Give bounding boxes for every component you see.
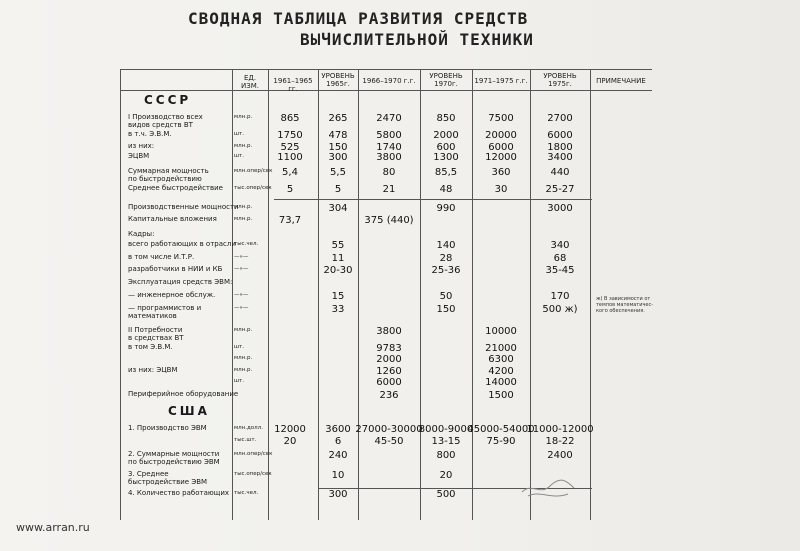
row-unit: тыс.чел.	[234, 241, 259, 247]
table-cell: 5800	[376, 130, 402, 141]
row-unit: млн.р.	[234, 327, 253, 333]
table-cell: 12000	[485, 152, 517, 163]
row-label: Суммарная мощность по быстродействию	[128, 167, 209, 183]
table-cell: 6300	[488, 354, 514, 365]
row-label: ЭЦВМ	[128, 152, 150, 160]
table-cell: 9783	[376, 343, 402, 354]
row-unit: млн.р.	[234, 114, 253, 120]
section-ussr: СССР	[144, 93, 192, 107]
table-cell: 21000	[485, 343, 517, 354]
col-divider	[120, 70, 121, 520]
row-label: Производственные мощности	[128, 203, 239, 211]
table-cell: 25-27	[545, 184, 575, 195]
table-cell: 2000	[433, 130, 459, 141]
table-cell: 170	[550, 291, 570, 302]
row-label: Капитальные вложения	[128, 215, 217, 223]
table-cell: 11000-12000	[526, 424, 594, 435]
table-cell: 1260	[376, 366, 402, 377]
table-cell: 33	[331, 304, 345, 315]
handwritten-mark	[518, 474, 578, 502]
row-unit: млн.р.	[234, 204, 253, 210]
row-label: Среднее быстродействие	[128, 184, 223, 192]
table-cell: 10	[331, 470, 345, 481]
col-divider	[232, 70, 233, 520]
row-label: из них:	[128, 142, 155, 150]
table-cell: 1100	[277, 152, 303, 163]
table-cell: 12000	[274, 424, 306, 435]
row-unit: тыс.опер/сек	[234, 185, 272, 191]
table-cell: 8000-9000	[418, 424, 474, 435]
table-cell: 340	[550, 240, 570, 251]
table-cell: 3400	[547, 152, 573, 163]
row-unit: шт.	[234, 131, 244, 137]
row-unit: млн.р.	[234, 143, 253, 149]
table-cell: 20000	[485, 130, 517, 141]
table-top-rule	[120, 69, 652, 70]
table-cell: 55	[331, 240, 345, 251]
table-cell: 300	[328, 152, 348, 163]
table-cell: 236	[379, 390, 399, 401]
table-cell: 3600	[325, 424, 351, 435]
table-cell: 45000-54000	[467, 424, 535, 435]
header-unit: ЕД. ИЗМ.	[241, 74, 259, 90]
table-cell: 2700	[547, 113, 573, 124]
table-cell: 28	[439, 253, 453, 264]
row-label: 2. Суммарные мощности по быстродействию ЭВМ	[128, 450, 220, 466]
table-cell: 4200	[488, 366, 514, 377]
table-cell: 5	[334, 184, 342, 195]
row-label: из них: ЭЦВМ	[128, 366, 178, 374]
table-cell: 360	[491, 167, 511, 178]
row-unit: млн.р.	[234, 216, 253, 222]
row-unit: млн.опер/сек	[234, 168, 273, 174]
row-label: в т.ч. Э.В.М.	[128, 130, 172, 138]
table-cell: 80	[382, 167, 396, 178]
table-cell: 10000	[485, 326, 517, 337]
table-cell: 500	[436, 489, 456, 500]
table-cell: 68	[553, 253, 567, 264]
table-cell: 375 (440)	[364, 215, 414, 226]
row-unit: шт.	[234, 344, 244, 350]
table-cell: 75-90	[486, 436, 516, 447]
row-label: 1. Производство ЭВМ	[128, 424, 207, 432]
table-cell: 5,5	[330, 167, 346, 178]
table-cell: 150	[328, 142, 348, 153]
row-unit: —»—	[234, 254, 249, 260]
row-label: в том числе И.Т.Р.	[128, 253, 195, 261]
row-label: в том Э.В.М.	[128, 343, 173, 351]
header-note: ПРИМЕЧАНИЕ	[596, 77, 646, 85]
header-1961-1965: 1961–1965 гг.	[273, 77, 313, 93]
table-cell: 18-22	[545, 436, 575, 447]
header-level-1965: УРОВЕНЬ 1965г.	[321, 72, 355, 88]
table-cell: 73,7	[278, 215, 302, 226]
header-1966-1970: 1966–1970 г.г.	[362, 77, 416, 85]
table-cell: 30	[494, 184, 508, 195]
table-cell: 140	[436, 240, 456, 251]
row-label: — программистов и математиков	[128, 304, 202, 320]
table-cell: 865	[280, 113, 300, 124]
table-cell: 1750	[277, 130, 303, 141]
table-cell: 500 ж)	[542, 304, 578, 315]
table-cell: 2400	[547, 450, 573, 461]
table-cell: 21	[382, 184, 396, 195]
row-unit: —»—	[234, 266, 249, 272]
row-unit: шт.	[234, 153, 244, 159]
document-subtitle: ВЫЧИСЛИТЕЛЬНОЙ ТЕХНИКИ	[300, 30, 534, 49]
section-usa: США	[168, 404, 210, 418]
row-unit: млн.опер/сек	[234, 451, 273, 457]
row-unit: тыс.опер/сек	[234, 471, 272, 477]
table-cell: 85,5	[434, 167, 458, 178]
row-unit: тыс.шт.	[234, 437, 257, 443]
table-cell: 20	[283, 436, 297, 447]
table-cell: 1500	[488, 390, 514, 401]
table-cell: 20-30	[323, 265, 353, 276]
row-separator	[274, 199, 592, 200]
table-cell: 1800	[547, 142, 573, 153]
table-cell: 525	[280, 142, 300, 153]
table-cell: 6000	[376, 377, 402, 388]
row-label: разработчики в НИИ и КБ	[128, 265, 223, 273]
row-label: I Производство всех видов средств ВТ	[128, 113, 203, 129]
table-cell: 15	[331, 291, 345, 302]
row-label: — инженерное обслуж.	[128, 291, 216, 299]
row-label: 3. Среднее быстродействие ЭВМ	[128, 470, 208, 486]
table-cell: 478	[328, 130, 348, 141]
table-cell: 265	[328, 113, 348, 124]
row-unit: шт.	[234, 378, 244, 384]
table-cell: 11	[331, 253, 345, 264]
table-cell: 600	[436, 142, 456, 153]
table-cell: 304	[328, 203, 348, 214]
table-cell: 5	[286, 184, 294, 195]
table-cell: 27000-30000	[355, 424, 423, 435]
table-cell: 14000	[485, 377, 517, 388]
header-level-1970: УРОВЕНЬ 1970г.	[429, 72, 463, 88]
table-cell: 5,4	[282, 167, 298, 178]
table-cell: 45-50	[374, 436, 404, 447]
table-cell: 6	[334, 436, 342, 447]
table-cell: 150	[436, 304, 456, 315]
row-unit: тыс.чел.	[234, 490, 259, 496]
row-label: Эксплуатация средств ЭВМ:	[128, 278, 233, 286]
table-cell: 300	[328, 489, 348, 500]
row-unit: млн.р.	[234, 355, 253, 361]
table-cell: 48	[439, 184, 453, 195]
row-label: II Потребности в средствах ВТ	[128, 326, 184, 342]
table-cell: 240	[328, 450, 348, 461]
row-unit: млн.долл.	[234, 425, 263, 431]
table-cell: 6000	[488, 142, 514, 153]
table-cell: 3800	[376, 152, 402, 163]
footnote: ж) В зависимости от темпов математичес- кого обеспечения.	[596, 296, 654, 314]
table-cell: 6000	[547, 130, 573, 141]
table-cell: 50	[439, 291, 453, 302]
header-level-1975: УРОВЕНЬ 1975г.	[543, 72, 577, 88]
table-cell: 440	[550, 167, 570, 178]
table-cell: 990	[436, 203, 456, 214]
table-cell: 800	[436, 450, 456, 461]
row-label: Кадры:	[128, 230, 155, 238]
row-label: всего работающих в отрасли	[128, 240, 236, 248]
table-cell: 3800	[376, 326, 402, 337]
table-cell: 3000	[547, 203, 573, 214]
table-cell: 25-36	[431, 265, 461, 276]
row-unit: —»—	[234, 305, 249, 311]
table-cell: 850	[436, 113, 456, 124]
document-title: СВОДНАЯ ТАБЛИЦА РАЗВИТИЯ СРЕДСТВ	[188, 9, 529, 28]
table-cell: 2470	[376, 113, 402, 124]
row-label: 4. Количество работающих	[128, 489, 230, 497]
table-cell: 7500	[488, 113, 514, 124]
row-label: Периферийное оборудование	[128, 390, 239, 398]
table-cell: 1740	[376, 142, 402, 153]
watermark: www.arran.ru	[16, 521, 90, 534]
table-header-rule	[120, 90, 652, 91]
table-cell: 2000	[376, 354, 402, 365]
header-1971-1975: 1971–1975 г.г.	[474, 77, 528, 85]
row-unit: млн.р.	[234, 367, 253, 373]
table-cell: 13-15	[431, 436, 461, 447]
table-cell: 1300	[433, 152, 459, 163]
table-cell: 20	[439, 470, 453, 481]
table-cell: 35-45	[545, 265, 575, 276]
row-unit: —»—	[234, 292, 249, 298]
